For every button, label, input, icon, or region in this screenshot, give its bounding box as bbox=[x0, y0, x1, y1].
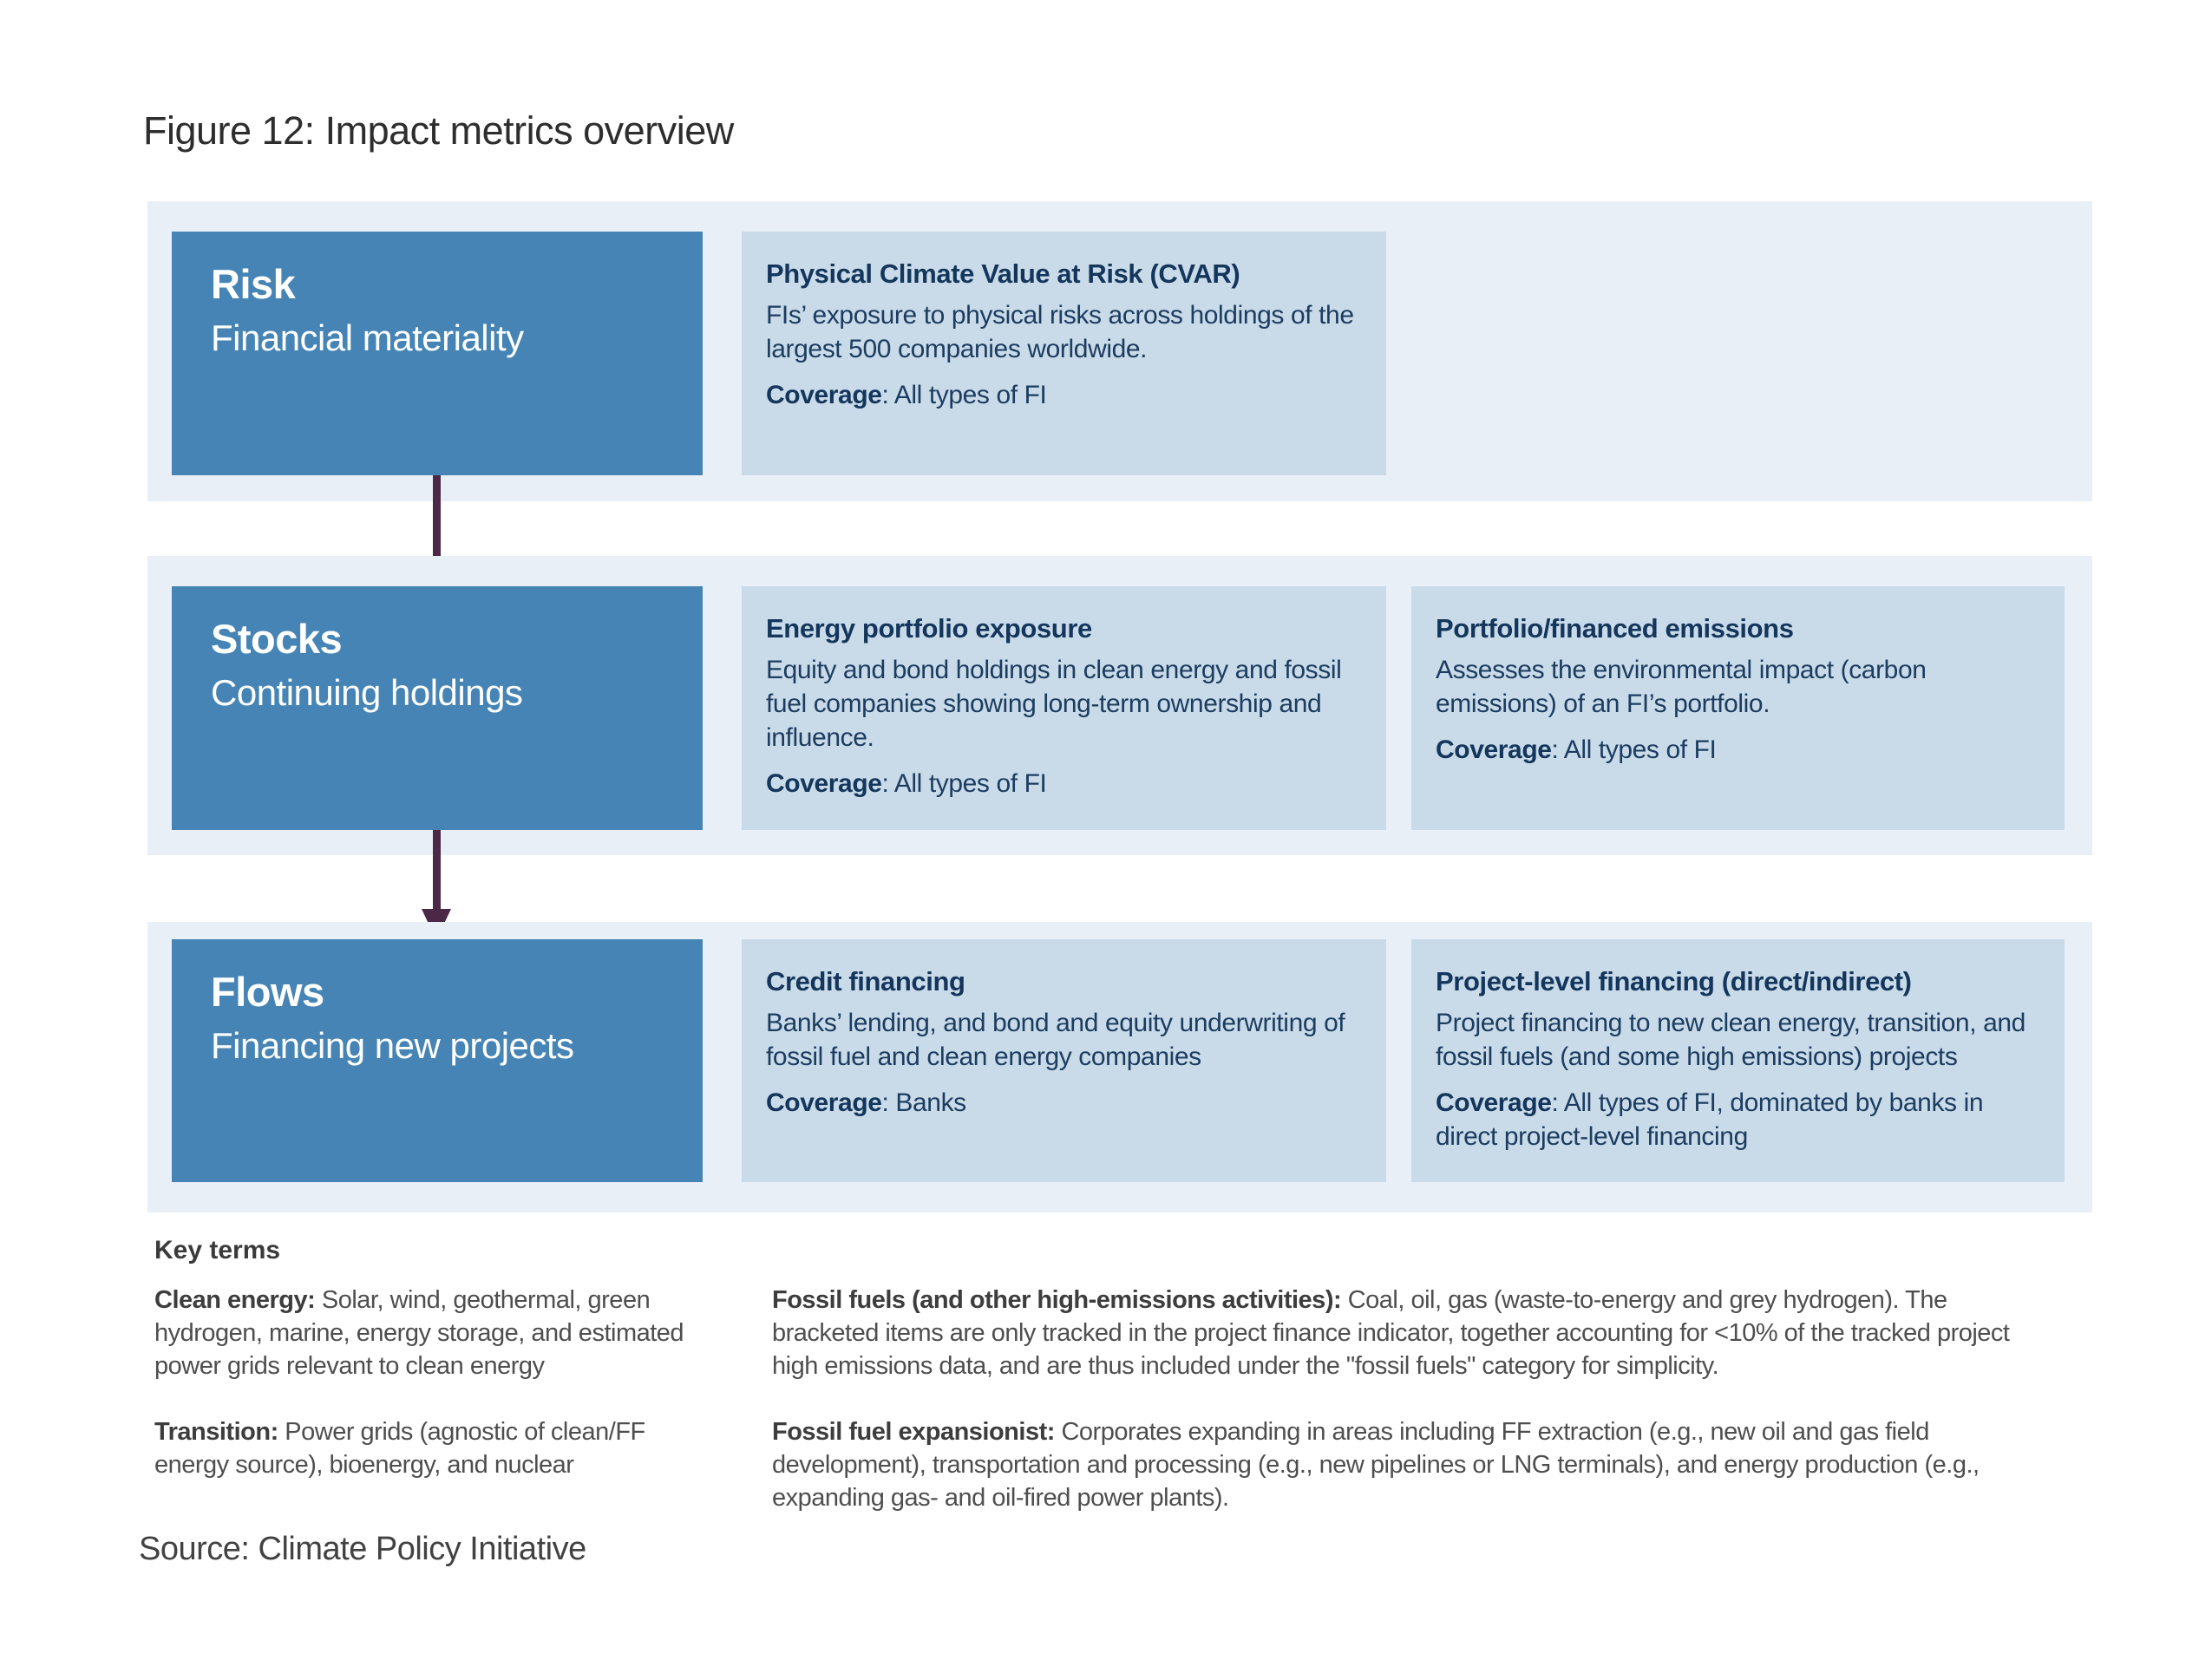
card-title: Project-level financing (direct/indirect) bbox=[1436, 966, 1912, 997]
stage-title-risk: Risk bbox=[211, 261, 296, 307]
key-term-fossil-fuel-expansionist bbox=[772, 1415, 2056, 1514]
key-term-label: Transition: bbox=[154, 1418, 278, 1446]
stage-subtitle-risk: Financial materiality bbox=[211, 317, 524, 359]
card-body: Assesses the environmental impact (carbon emissions) of an FI’s portfolio. bbox=[1436, 655, 1927, 718]
coverage-label: Coverage bbox=[766, 380, 882, 409]
key-term-definition: Corporates expanding in areas including FF extraction (e.g., new oil and gas field development), transportation and processing (e.g., new pipelines or LNG terminals), and energy production (e.g., expanding gas- and oil-fired power plants). bbox=[772, 1418, 1980, 1512]
key-term-label: Clean energy: bbox=[154, 1286, 316, 1314]
stage-title-stocks: Stocks bbox=[211, 616, 343, 662]
card-title: Portfolio/financed emissions bbox=[1436, 613, 1794, 644]
key-term-label: Fossil fuel expansionist: bbox=[772, 1418, 1055, 1446]
metric-card-financed-emissions bbox=[1411, 586, 2065, 830]
stage-box-risk bbox=[172, 232, 703, 475]
key-term-clean-energy bbox=[154, 1284, 697, 1382]
card-body: FIs’ exposure to physical risks across holdings of the largest 500 companies worldwide. bbox=[766, 300, 1354, 363]
card-coverage bbox=[766, 1086, 1362, 1120]
coverage-label: Coverage bbox=[1436, 735, 1552, 764]
key-term-definition: Power grids (agnostic of clean/FF energy source), bioenergy, and nuclear bbox=[154, 1418, 645, 1479]
coverage-value: : All types of FI, dominated by banks in direct project-level financing bbox=[1436, 1088, 1984, 1151]
card-title: Credit financing bbox=[766, 966, 965, 997]
key-terms-heading: Key terms bbox=[154, 1236, 281, 1265]
coverage-label: Coverage bbox=[1436, 1088, 1552, 1117]
card-coverage bbox=[1436, 733, 2040, 767]
card-title: Energy portfolio exposure bbox=[766, 613, 1092, 644]
stage-subtitle-flows: Financing new projects bbox=[211, 1025, 574, 1067]
coverage-value: : All types of FI bbox=[881, 380, 1047, 409]
coverage-label: Coverage bbox=[766, 768, 882, 798]
key-term-transition bbox=[154, 1415, 697, 1481]
stage-subtitle-stocks: Continuing holdings bbox=[211, 672, 523, 714]
key-term-label: Fossil fuels (and other high-emissions activities): bbox=[772, 1286, 1342, 1314]
figure-title: Figure 12: Impact metrics overview bbox=[143, 108, 734, 153]
coverage-value: : All types of FI bbox=[881, 768, 1047, 798]
metric-card-cvar bbox=[742, 232, 1386, 475]
card-coverage bbox=[766, 378, 1362, 412]
card-coverage bbox=[1436, 1086, 2040, 1153]
metric-card-project-level-financing bbox=[1411, 939, 2065, 1182]
card-title: Physical Climate Value at Risk (CVAR) bbox=[766, 258, 1240, 289]
stage-title-flows: Flows bbox=[211, 969, 324, 1015]
metric-card-energy-portfolio bbox=[742, 586, 1386, 830]
stage-box-flows bbox=[172, 939, 703, 1182]
coverage-label: Coverage bbox=[766, 1088, 882, 1117]
key-terms-right-column bbox=[772, 1284, 2056, 1547]
stage-box-stocks bbox=[172, 586, 703, 830]
key-term-definition: Solar, wind, geothermal, green hydrogen, marine, energy storage, and estimated power grids relevant to clean energy bbox=[154, 1286, 684, 1380]
source-note: Source: Climate Policy Initiative bbox=[139, 1531, 586, 1567]
key-terms-left-column bbox=[154, 1284, 697, 1514]
card-body: Banks’ lending, and bond and equity underwriting of fossil fuel and clean energy companies bbox=[766, 1008, 1345, 1071]
coverage-value: : All types of FI bbox=[1551, 735, 1717, 764]
card-body: Project financing to new clean energy, transition, and fossil fuels (and some high emissions) projects bbox=[1436, 1008, 2025, 1071]
card-body: Equity and bond holdings in clean energy and fossil fuel companies showing long-term ownership and influence. bbox=[766, 655, 1342, 752]
card-coverage bbox=[766, 767, 1362, 801]
coverage-value: : Banks bbox=[881, 1088, 966, 1117]
metric-card-credit-financing bbox=[742, 939, 1386, 1182]
down-arrow-stocks-to-flows bbox=[433, 830, 441, 909]
key-term-definition: Coal, oil, gas (waste-to-energy and grey hydrogen). The bracketed items are only tracked in the project finance indicator, together accounting for <10% of the tracked project high emissions data, and are thus included under the "fossil fuels" category for simplicity. bbox=[772, 1286, 2010, 1380]
key-term-fossil-fuels bbox=[772, 1284, 2056, 1382]
down-arrow-risk-to-stocks bbox=[433, 475, 441, 556]
